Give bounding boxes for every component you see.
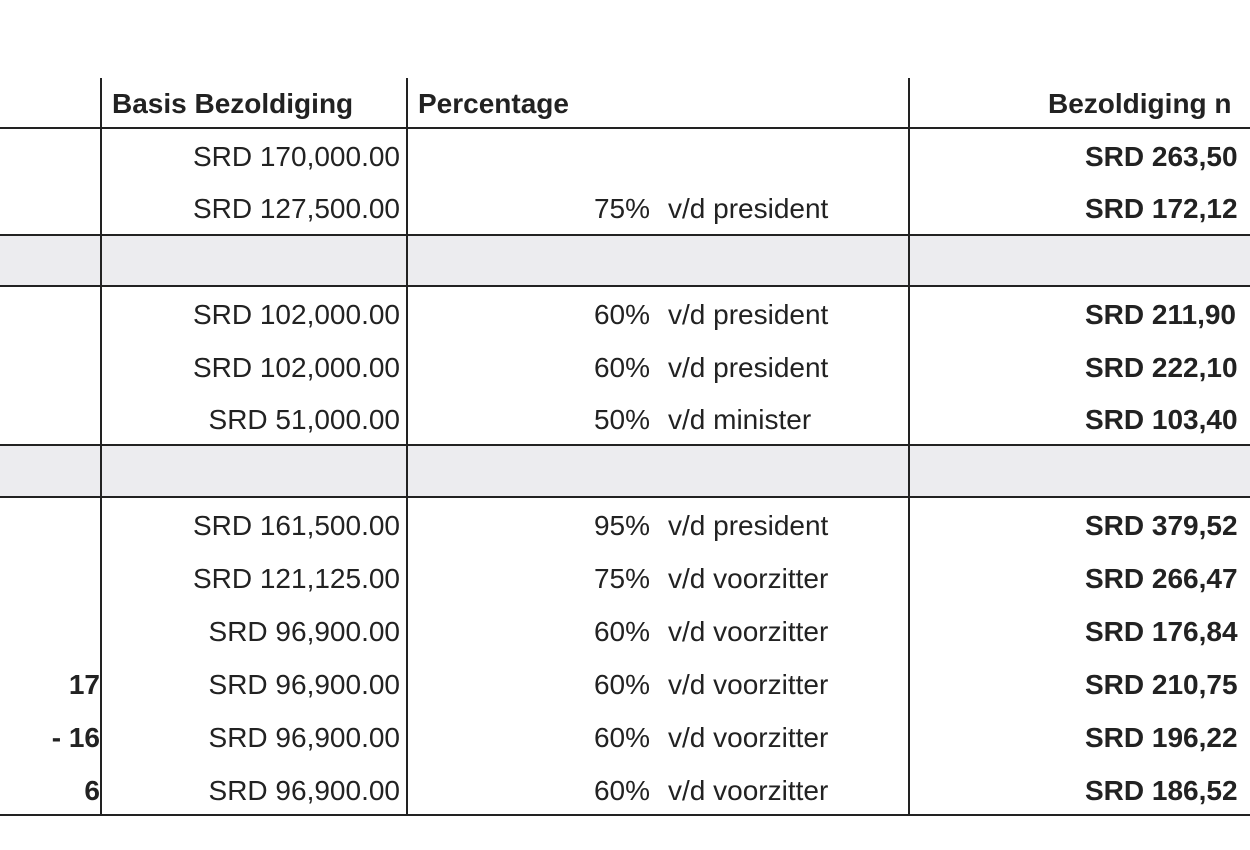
result-value: SRD 210,75	[1085, 669, 1238, 700]
header-basis-bezoldiging: Basis Bezoldiging	[112, 88, 354, 119]
percentage-value	[410, 131, 650, 183]
table-header-row	[0, 78, 1250, 130]
percentage-description: v/d voorzitter	[668, 722, 829, 753]
percentage-value: 60%	[593, 352, 650, 383]
basis-value: SRD 170,000.00	[192, 141, 400, 172]
percentage-value: 60%	[593, 722, 650, 753]
header-bottom-rule	[0, 127, 1250, 129]
basis-value: SRD 127,500.00	[192, 193, 400, 224]
row-rule	[0, 234, 1250, 236]
percentage-description: v/d president	[668, 510, 829, 541]
section-separator-band	[0, 446, 1250, 496]
table-row	[0, 659, 1250, 711]
percentage-description: v/d voorzitter	[668, 775, 829, 806]
result-value: SRD 196,22	[1085, 722, 1238, 753]
row-label	[0, 606, 100, 658]
column-rule	[100, 78, 102, 816]
result-value: SRD 263,50	[1085, 141, 1238, 172]
table-row	[0, 712, 1250, 764]
result-value: SRD 176,84	[1085, 616, 1238, 647]
basis-value: SRD 102,000.00	[192, 299, 400, 330]
percentage-description: v/d minister	[668, 404, 812, 435]
section-separator-band	[0, 235, 1250, 285]
table-row	[0, 183, 1250, 235]
row-label: - 16	[51, 722, 100, 753]
basis-value: SRD 161,500.00	[192, 510, 400, 541]
header-percentage: Percentage	[418, 88, 569, 119]
percentage-value: 75%	[593, 193, 650, 224]
basis-value: SRD 96,900.00	[208, 775, 400, 806]
table-row	[0, 289, 1250, 341]
percentage-description: v/d president	[668, 299, 829, 330]
header-bezoldiging: Bezoldiging n	[1048, 88, 1232, 119]
percentage-description: v/d president	[668, 193, 829, 224]
row-label	[0, 289, 100, 341]
percentage-description: v/d voorzitter	[668, 669, 829, 700]
row-rule	[0, 496, 1250, 498]
row-label	[0, 394, 100, 446]
row-label: 6	[84, 775, 100, 806]
row-label: 17	[68, 669, 100, 700]
row-label	[0, 131, 100, 183]
result-value: SRD 186,52	[1085, 775, 1238, 806]
row-label	[0, 553, 100, 605]
row-rule	[0, 444, 1250, 446]
percentage-description: v/d voorzitter	[668, 616, 829, 647]
basis-value: SRD 121,125.00	[192, 563, 400, 594]
percentage-value: 75%	[593, 563, 650, 594]
result-value: SRD 103,40	[1085, 404, 1238, 435]
result-value: SRD 222,10	[1085, 352, 1238, 383]
percentage-value: 60%	[593, 775, 650, 806]
row-rule	[0, 285, 1250, 287]
table-row	[0, 553, 1250, 605]
table-row	[0, 606, 1250, 658]
table-row	[0, 342, 1250, 394]
percentage-value: 60%	[593, 669, 650, 700]
result-value: SRD 266,47	[1085, 563, 1238, 594]
table-row	[0, 500, 1250, 552]
percentage-value: 60%	[593, 299, 650, 330]
percentage-description: v/d president	[668, 352, 829, 383]
column-rule	[406, 78, 408, 816]
result-value: SRD 211,90	[1085, 299, 1236, 330]
percentage-value: 60%	[593, 616, 650, 647]
result-value: SRD 172,12	[1085, 193, 1238, 224]
basis-value: SRD 96,900.00	[208, 722, 400, 753]
basis-value: SRD 96,900.00	[208, 669, 400, 700]
table-bottom-rule	[0, 814, 1250, 816]
percentage-value: 95%	[593, 510, 650, 541]
basis-value: SRD 96,900.00	[208, 616, 400, 647]
row-label	[0, 183, 100, 235]
column-rule	[908, 78, 910, 816]
basis-value: SRD 102,000.00	[192, 352, 400, 383]
basis-value: SRD 51,000.00	[208, 404, 400, 435]
table-row	[0, 394, 1250, 446]
table-row	[0, 765, 1250, 817]
row-label	[0, 500, 100, 552]
row-label	[0, 342, 100, 394]
percentage-description	[668, 131, 908, 183]
percentage-description: v/d voorzitter	[668, 563, 829, 594]
percentage-value: 50%	[593, 404, 650, 435]
table-row	[0, 131, 1250, 183]
result-value: SRD 379,52	[1085, 510, 1238, 541]
